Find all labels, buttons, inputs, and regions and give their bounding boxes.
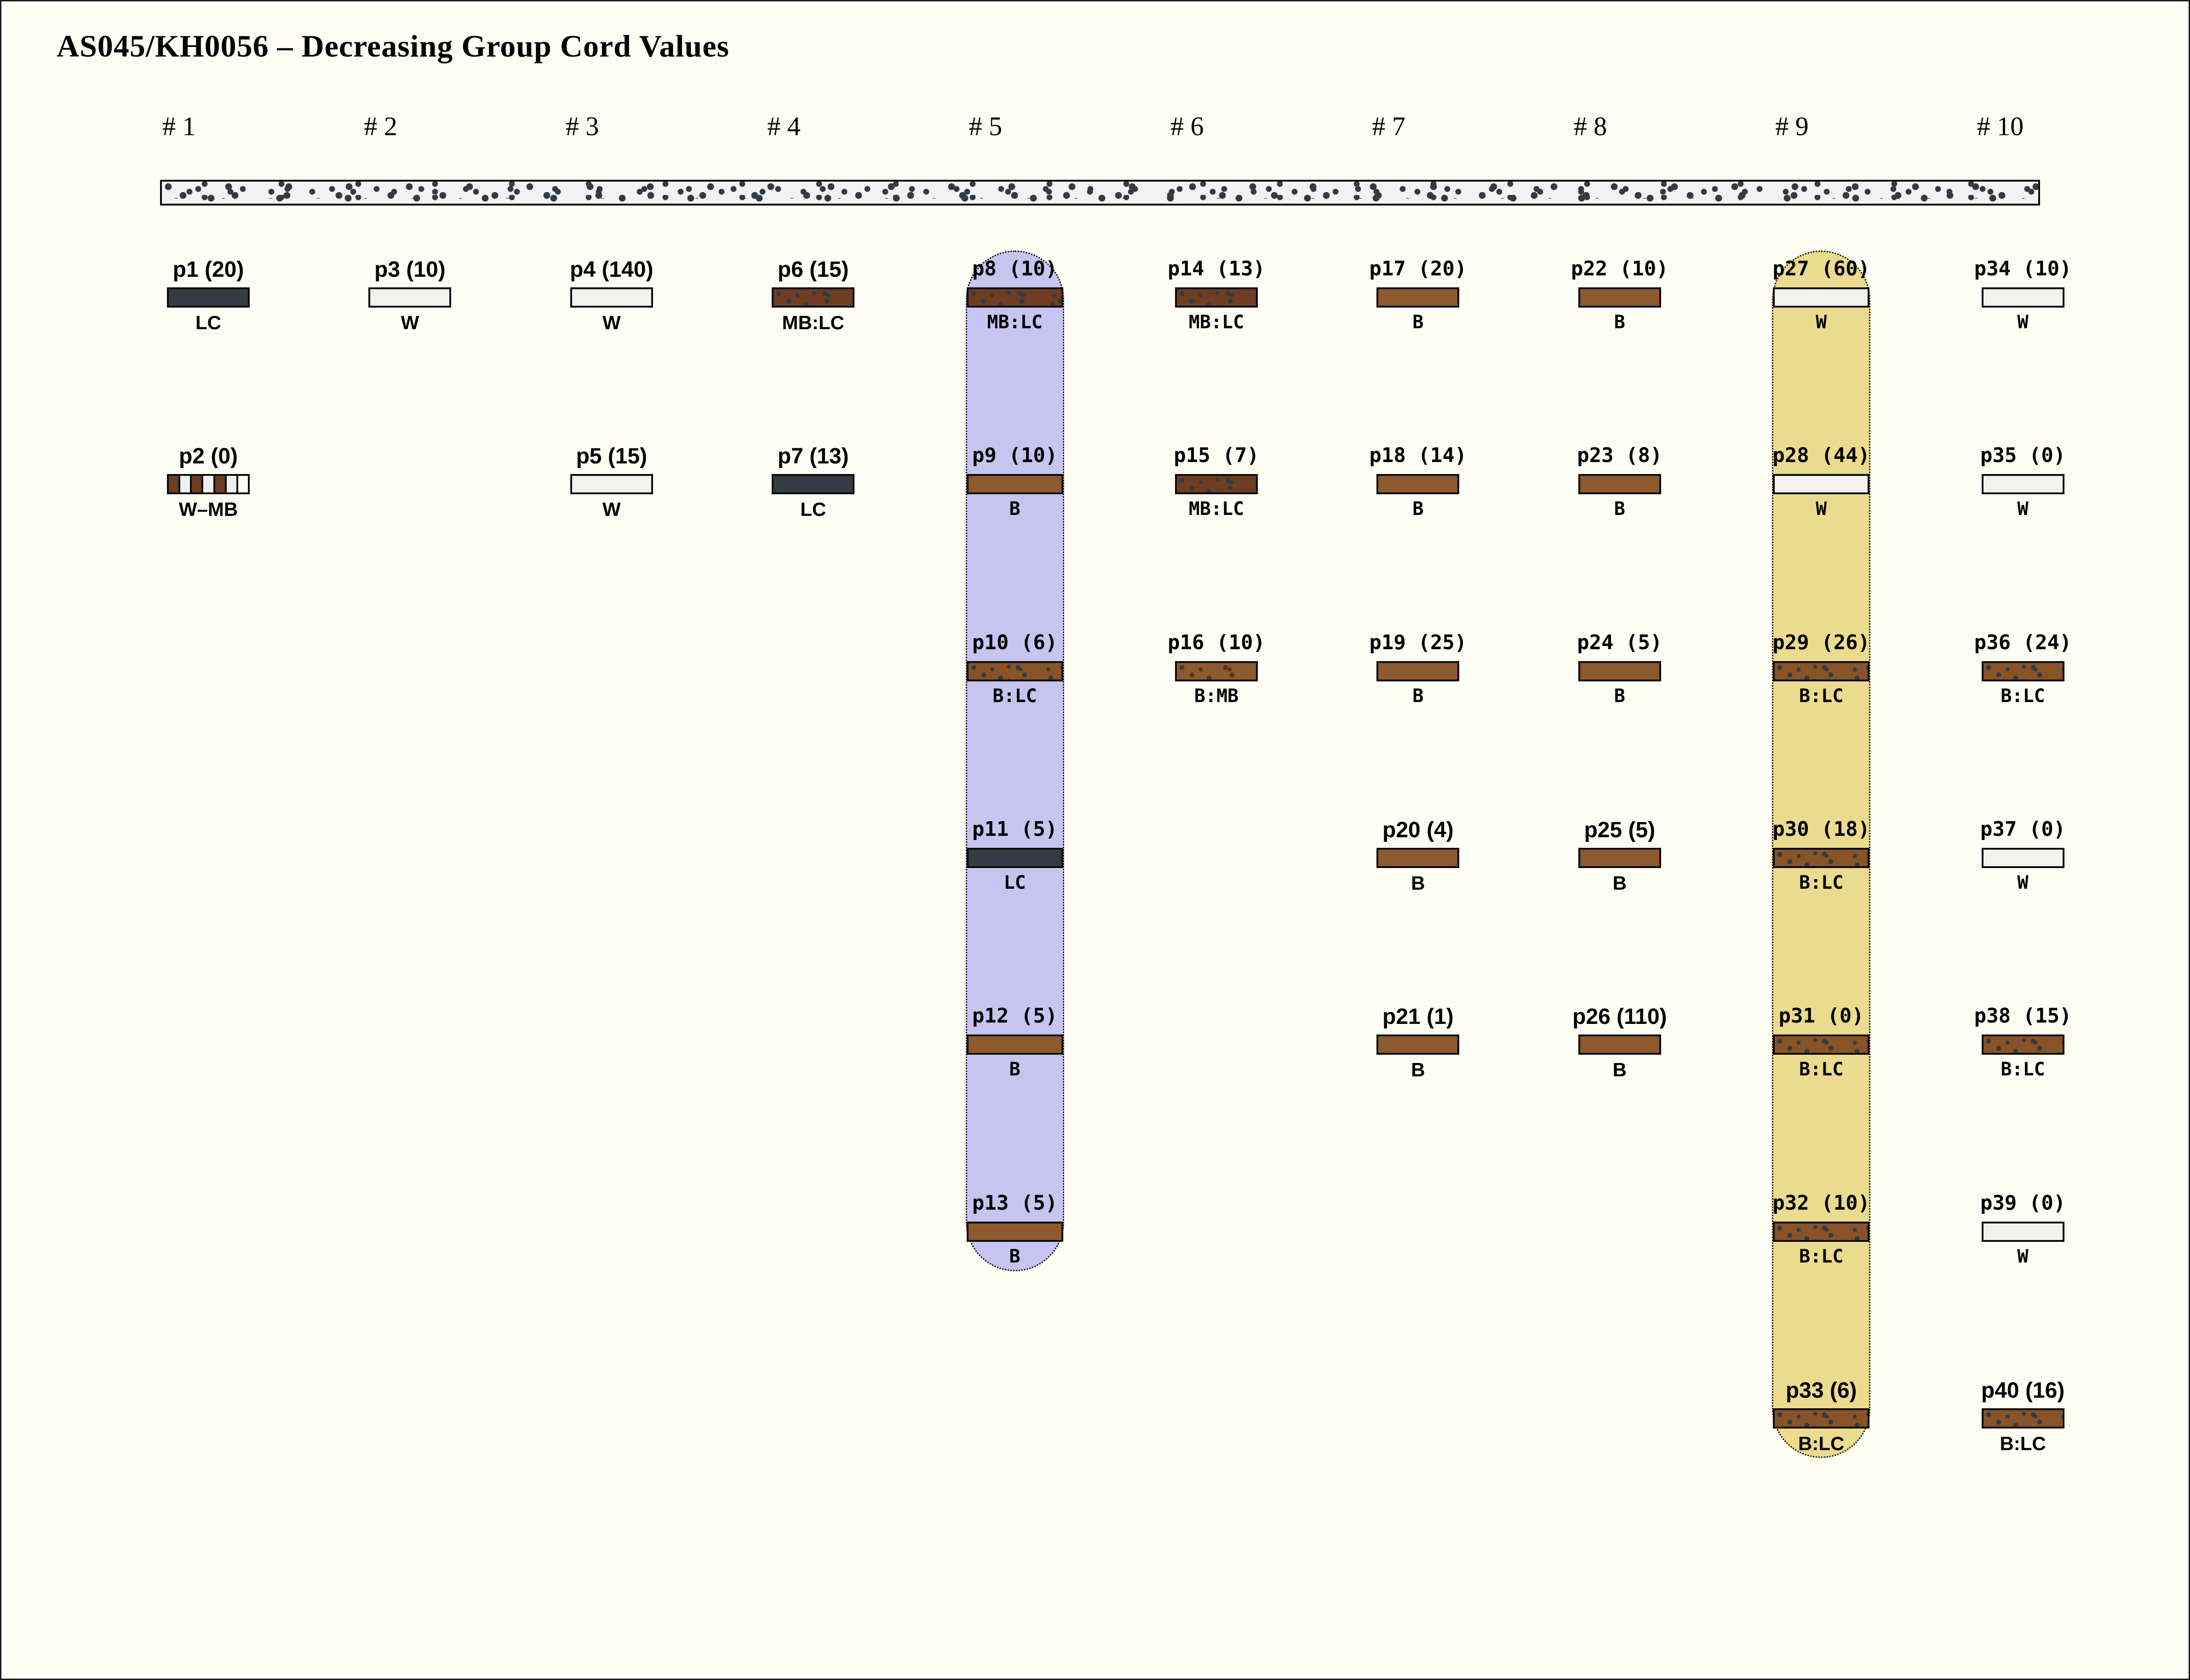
item-label-p20: p20 (4) xyxy=(1382,817,1454,842)
item-label-p26: p26 (110) xyxy=(1572,1005,1667,1029)
item-type-p11: LC xyxy=(1003,872,1026,893)
item-label-p27: p27 (60) xyxy=(1772,257,1870,280)
item-type-p33: B:LC xyxy=(1798,1432,1845,1454)
item-type-p40: B:LC xyxy=(2000,1432,2046,1454)
item-label-p7: p7 (13) xyxy=(777,444,849,469)
column-header-3: # 3 xyxy=(565,111,599,141)
item-type-p1: LC xyxy=(195,312,221,333)
cord-bar-p18 xyxy=(1376,474,1459,494)
cord-bar-p8 xyxy=(967,287,1063,308)
item-type-p29: B:LC xyxy=(1799,685,1844,707)
item-label-p22: p22 (10) xyxy=(1571,257,1668,280)
cord-bar-p24 xyxy=(1578,661,1661,681)
item-label-p9: p9 (10) xyxy=(972,444,1058,468)
cord-bar-p3 xyxy=(368,287,451,308)
cord-bar-p40 xyxy=(1982,1408,2064,1429)
cord-bar-p22 xyxy=(1578,287,1661,308)
cord-bar-p38 xyxy=(1982,1034,2064,1055)
item-label-p14: p14 (13) xyxy=(1168,257,1265,280)
cord-bar-p33 xyxy=(1773,1408,1869,1429)
stripe-segment xyxy=(213,476,225,492)
stripe-segment xyxy=(169,476,178,492)
cord-bar-p29 xyxy=(1773,661,1869,681)
item-type-p35: W xyxy=(2017,498,2029,520)
item-label-p38: p38 (15) xyxy=(1974,1004,2072,1028)
column-header-10: # 10 xyxy=(1977,111,2024,141)
cord-bar-p7 xyxy=(772,474,854,494)
item-label-p31: p31 (0) xyxy=(1778,1004,1864,1028)
stripe-segment xyxy=(236,476,248,492)
item-label-p12: p12 (5) xyxy=(972,1004,1058,1028)
item-type-p3: W xyxy=(401,312,419,333)
item-label-p24: p24 (5) xyxy=(1577,630,1663,654)
item-label-p19: p19 (25) xyxy=(1369,630,1467,654)
item-label-p3: p3 (10) xyxy=(374,257,446,282)
item-type-p14: MB:LC xyxy=(1188,312,1244,333)
item-type-p36: B:LC xyxy=(2001,685,2045,707)
item-label-p40: p40 (16) xyxy=(1981,1378,2065,1403)
item-type-p2: W–MB xyxy=(178,498,238,520)
item-label-p13: p13 (5) xyxy=(972,1191,1058,1215)
item-label-p30: p30 (18) xyxy=(1772,817,1870,841)
item-type-p19: B xyxy=(1412,685,1424,707)
item-label-p35: p35 (0) xyxy=(1980,444,2066,468)
item-type-p10: B:LC xyxy=(992,685,1037,707)
item-type-p4: W xyxy=(602,312,621,333)
item-label-p36: p36 (24) xyxy=(1974,630,2072,654)
speckled-ruler-bar xyxy=(160,180,2040,206)
cord-bar-p32 xyxy=(1773,1222,1869,1242)
cord-bar-p4 xyxy=(570,287,653,308)
cord-bar-p30 xyxy=(1773,848,1869,868)
cord-bar-p5 xyxy=(570,474,653,494)
item-type-p12: B xyxy=(1009,1059,1020,1080)
item-label-p2: p2 (0) xyxy=(178,444,238,469)
item-type-p15: MB:LC xyxy=(1188,498,1244,520)
item-type-p6: MB:LC xyxy=(782,312,844,333)
item-label-p8: p8 (10) xyxy=(972,257,1058,280)
stripe-segment xyxy=(190,476,201,492)
cord-bar-p37 xyxy=(1982,848,2064,868)
item-type-p37: W xyxy=(2017,872,2029,893)
item-type-p7: LC xyxy=(800,498,826,520)
column-header-6: # 6 xyxy=(1170,111,1204,141)
cord-bar-p19 xyxy=(1376,661,1459,681)
item-type-p13: B xyxy=(1009,1246,1020,1267)
item-type-p22: B xyxy=(1614,312,1625,333)
stripe-segment xyxy=(225,476,236,492)
cord-bar-p9 xyxy=(967,474,1063,494)
item-label-p21: p21 (1) xyxy=(1382,1005,1454,1029)
item-type-p20: B xyxy=(1411,872,1425,894)
item-type-p21: B xyxy=(1411,1059,1425,1081)
page-title: AS045/KH0056 – Decreasing Group Cord Values xyxy=(57,29,729,63)
cord-bar-p25 xyxy=(1578,848,1661,868)
item-label-p5: p5 (15) xyxy=(576,444,648,469)
item-type-p28: W xyxy=(1816,498,1827,520)
item-label-p25: p25 (5) xyxy=(1584,817,1656,842)
item-label-p11: p11 (5) xyxy=(972,817,1058,841)
cord-bar-p31 xyxy=(1773,1034,1869,1055)
cord-bar-p13 xyxy=(967,1222,1063,1242)
item-type-p26: B xyxy=(1612,1059,1627,1081)
cord-bar-p20 xyxy=(1376,848,1459,868)
cord-bar-p12 xyxy=(967,1034,1063,1055)
cord-bar-p6 xyxy=(772,287,854,308)
stripe-segment xyxy=(178,476,190,492)
cord-bar-p1 xyxy=(167,287,250,308)
cord-bar-p27 xyxy=(1773,287,1869,308)
cord-bar-p14 xyxy=(1175,287,1258,308)
column-header-1: # 1 xyxy=(162,111,196,141)
item-label-p16: p16 (10) xyxy=(1168,630,1265,654)
item-type-p32: B:LC xyxy=(1799,1246,1844,1267)
cord-bar-p11 xyxy=(967,848,1063,868)
item-type-p8: MB:LC xyxy=(987,312,1043,333)
column-header-8: # 8 xyxy=(1573,111,1607,141)
cord-bar-p2 xyxy=(167,474,250,494)
item-label-p17: p17 (20) xyxy=(1369,257,1467,280)
cord-bar-p15 xyxy=(1175,474,1258,494)
item-type-p30: B:LC xyxy=(1799,872,1844,893)
cord-bar-p39 xyxy=(1982,1222,2064,1242)
item-label-p10: p10 (6) xyxy=(972,630,1058,654)
item-label-p32: p32 (10) xyxy=(1772,1191,1870,1215)
cord-bar-p26 xyxy=(1578,1034,1661,1055)
item-type-p24: B xyxy=(1614,685,1625,707)
cord-bar-p10 xyxy=(967,661,1063,681)
cord-bar-p21 xyxy=(1376,1034,1459,1055)
cord-bar-p34 xyxy=(1982,287,2064,308)
item-label-p34: p34 (10) xyxy=(1974,257,2072,280)
cord-bar-p16 xyxy=(1175,661,1258,681)
item-label-p18: p18 (14) xyxy=(1369,444,1467,468)
item-label-p33: p33 (6) xyxy=(1785,1378,1857,1403)
item-label-p37: p37 (0) xyxy=(1980,817,2066,841)
cord-bar-p36 xyxy=(1982,661,2064,681)
cord-bar-p28 xyxy=(1773,474,1869,494)
item-label-p4: p4 (140) xyxy=(570,257,654,282)
item-label-p1: p1 (20) xyxy=(172,257,244,282)
column-header-5: # 5 xyxy=(969,111,1003,141)
cord-bar-p17 xyxy=(1376,287,1459,308)
item-type-p34: W xyxy=(2017,312,2029,333)
item-label-p39: p39 (0) xyxy=(1980,1191,2066,1215)
item-type-p27: W xyxy=(1816,312,1827,333)
item-type-p38: B:LC xyxy=(2001,1059,2045,1080)
item-label-p15: p15 (7) xyxy=(1174,444,1259,468)
item-type-p5: W xyxy=(602,498,621,520)
item-label-p6: p6 (15) xyxy=(777,257,849,282)
column-header-2: # 2 xyxy=(364,111,397,141)
cord-bar-p35 xyxy=(1982,474,2064,494)
item-type-p23: B xyxy=(1614,498,1625,520)
column-header-9: # 9 xyxy=(1775,111,1809,141)
item-label-p23: p23 (8) xyxy=(1577,444,1663,468)
cord-bar-p23 xyxy=(1578,474,1661,494)
item-type-p25: B xyxy=(1612,872,1627,894)
item-label-p28: p28 (44) xyxy=(1772,444,1870,468)
item-label-p29: p29 (26) xyxy=(1772,630,1870,654)
highlight-group-purple xyxy=(966,251,1064,1271)
item-type-p18: B xyxy=(1412,498,1424,520)
column-header-4: # 4 xyxy=(767,111,801,141)
column-header-7: # 7 xyxy=(1372,111,1405,141)
item-type-p31: B:LC xyxy=(1799,1059,1844,1080)
item-type-p39: W xyxy=(2017,1246,2029,1267)
item-type-p9: B xyxy=(1009,498,1020,520)
item-type-p17: B xyxy=(1412,312,1424,333)
item-type-p16: B:MB xyxy=(1194,685,1239,707)
stripe-segment xyxy=(201,476,213,492)
